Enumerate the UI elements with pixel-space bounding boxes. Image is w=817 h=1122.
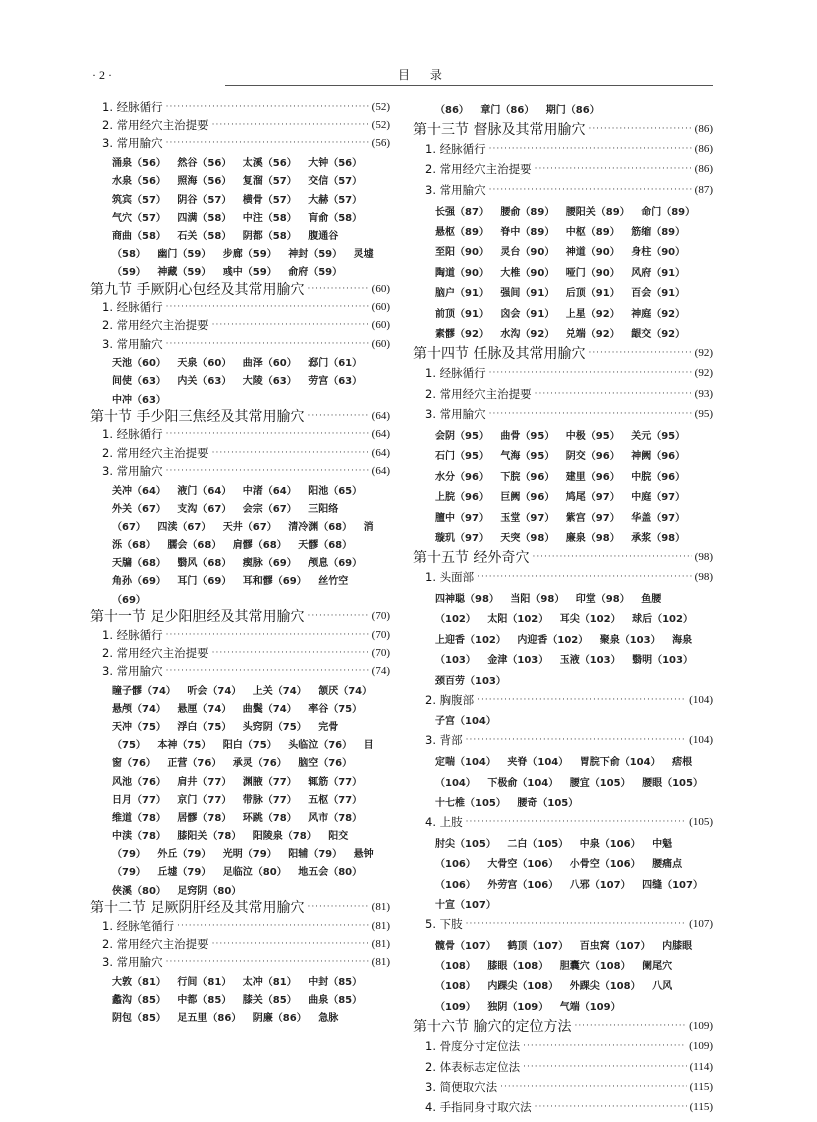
toc-entry xyxy=(90,116,390,134)
acupoint-list-line xyxy=(90,989,390,1007)
acupoint-list-line xyxy=(90,862,390,880)
toc-entry xyxy=(413,180,713,200)
dot-leader xyxy=(212,939,369,949)
acupoint-list-line xyxy=(413,832,713,852)
acupoint-list-text: 上迎香（102） 内迎香（102） 聚泉（103） 海泉 xyxy=(435,634,693,646)
acupoint-list-text: （58） 幽门（59） 步廊（59） 神封（59） 灵墟 xyxy=(112,249,374,261)
toc-page-number: (92) xyxy=(694,346,713,359)
dot-leader xyxy=(166,102,369,112)
toc-entry-title: 3. 常用腧穴 xyxy=(102,336,163,351)
acupoint-list-text: 涌泉（56） 然谷（56） 太溪（56） 大钟（56） xyxy=(112,158,363,170)
dot-leader xyxy=(212,648,369,658)
acupoint-list-text: （59） 神藏（59） 彧中（59） 俞府（59） xyxy=(112,267,343,279)
acupoint-list-text: （102） 太阳（102） 耳尖（102） 球后（102） xyxy=(435,614,693,626)
toc-page-number: (74) xyxy=(371,664,390,677)
acupoint-list-line xyxy=(413,975,713,995)
running-title: 目 录 xyxy=(398,68,450,82)
dot-leader xyxy=(166,138,369,148)
dot-leader xyxy=(307,284,368,294)
acupoint-list-line xyxy=(90,589,390,607)
acupoint-list-line xyxy=(90,389,390,407)
acupoint-list-line xyxy=(413,771,713,791)
toc-entry xyxy=(90,916,390,934)
acupoint-list-text: 大敦（81） 行间（81） 太冲（81） 中封（85） xyxy=(112,976,363,988)
acupoint-list-text: 泺（68） 臑会（68） 肩髎（68） 天髎（68） xyxy=(112,540,353,552)
dot-leader xyxy=(166,666,369,676)
acupoint-list-text: 间使（63） 内关（63） 大陵（63） 劳宫（63） xyxy=(112,376,363,388)
toc-page-number: (93) xyxy=(694,387,713,400)
dot-leader xyxy=(166,339,369,349)
dot-leader xyxy=(489,185,692,195)
toc-entry xyxy=(90,98,390,116)
acupoint-list-text: 外关（67） 支沟（67） 会宗（67） 三阳络 xyxy=(112,503,339,515)
acupoint-list-line xyxy=(90,753,390,771)
acupoint-list-line xyxy=(90,353,390,371)
acupoint-list-text: 悬枢（89） 脊中（89） 中枢（89） 筋缩（89） xyxy=(435,227,686,239)
toc-entry-title: 2. 常用经穴主治提要 xyxy=(102,445,209,460)
toc-entry xyxy=(413,812,713,832)
dot-leader xyxy=(535,164,692,174)
acupoint-list-line xyxy=(90,371,390,389)
acupoint-list-line xyxy=(413,261,713,281)
toc-entry-title: 2. 胸腹部 xyxy=(425,692,475,707)
toc-entry-title: 2. 常用经穴主治提要 xyxy=(425,162,532,177)
toc-entry xyxy=(90,134,390,152)
toc-entry-title: 4. 上肢 xyxy=(425,814,463,829)
toc-entry xyxy=(413,914,713,934)
toc-page-number: (86) xyxy=(694,122,713,135)
toc-right-column xyxy=(413,98,713,1118)
acupoint-list-line xyxy=(413,485,713,505)
acupoint-list-line xyxy=(413,200,713,220)
acupoint-list-line xyxy=(90,171,390,189)
acupoint-list-text: 陶道（90） 大椎（90） 哑门（90） 风府（91） xyxy=(435,267,686,279)
acupoint-list-line xyxy=(90,498,390,516)
dot-leader xyxy=(588,124,691,134)
acupoint-list-text: （79） 外丘（79） 光明（79） 阳辅（79） 悬钟 xyxy=(112,849,374,861)
toc-entry-title: 第十四节 任脉及其常用腧穴 xyxy=(413,345,586,362)
toc-page-number: (81) xyxy=(371,919,390,932)
acupoint-list-text: 肘尖（105） 二白（105） 中泉（106） 中魁 xyxy=(435,838,673,850)
acupoint-list-text: 角孙（69） 耳门（69） 耳和髎（69） 丝竹空 xyxy=(112,576,349,588)
acupoint-list-line xyxy=(413,791,713,811)
toc-entry-title: 3. 常用腧穴 xyxy=(425,407,486,422)
acupoint-list-line xyxy=(413,710,713,730)
toc-entry xyxy=(90,444,390,462)
acupoint-list-text: 子宫（104） xyxy=(435,716,496,728)
acupoint-list-line xyxy=(90,807,390,825)
dot-leader xyxy=(307,411,368,421)
toc-entry-title: 1. 经脉循行 xyxy=(425,141,486,156)
dot-leader xyxy=(477,572,692,582)
dot-leader xyxy=(535,1102,687,1112)
acupoint-list-line xyxy=(90,789,390,807)
toc-page-number: (104) xyxy=(689,693,713,706)
acupoint-list-line xyxy=(90,680,390,698)
acupoint-list-line xyxy=(413,322,713,342)
acupoint-list-line xyxy=(90,698,390,716)
toc-entry xyxy=(413,1036,713,1056)
acupoint-list-line xyxy=(413,995,713,1015)
acupoint-list-line xyxy=(90,771,390,789)
toc-page-number: (81) xyxy=(371,901,390,914)
acupoint-list-line xyxy=(90,1007,390,1025)
toc-entry xyxy=(90,334,390,352)
dot-leader xyxy=(489,409,692,419)
toc-entry xyxy=(90,298,390,316)
toc-entry-title: 1. 经脉笔循行 xyxy=(102,918,175,933)
toc-page-number: (81) xyxy=(371,955,390,968)
toc-section-heading xyxy=(413,343,713,363)
toc-entry xyxy=(90,935,390,953)
toc-page-number: (98) xyxy=(694,571,713,584)
toc-entry-title: 5. 下肢 xyxy=(425,916,463,931)
acupoint-list-line xyxy=(413,608,713,628)
acupoint-list-text: （79） 丘墟（79） 足临泣（80） 地五会（80） xyxy=(112,867,363,879)
toc-page-number: (60) xyxy=(371,301,390,314)
toc-entry-title: 第十节 手少阳三焦经及其常用腧穴 xyxy=(90,409,305,426)
toc-entry-title: 3. 常用腧穴 xyxy=(102,663,163,678)
acupoint-list-line xyxy=(413,506,713,526)
acupoint-list-text: 十七椎（105） 腰奇（105） xyxy=(435,797,579,809)
acupoint-list-text: 脑户（91） 强间（91） 后顶（91） 百会（91） xyxy=(435,288,686,300)
toc-page-number: (92) xyxy=(694,367,713,380)
toc-page-number: (64) xyxy=(371,446,390,459)
acupoint-list-text: （108） 膝眼（108） 胆囊穴（108） 阑尾穴 xyxy=(435,961,673,973)
acupoint-list-line xyxy=(90,535,390,553)
toc-entry xyxy=(413,567,713,587)
toc-page-number: (95) xyxy=(694,408,713,421)
dot-leader xyxy=(532,552,691,562)
toc-page-number: (60) xyxy=(371,319,390,332)
acupoint-list-text: 定喘（104） 夹脊（104） 胃脘下俞（104） 痞根 xyxy=(435,757,693,769)
dot-leader xyxy=(466,919,687,929)
dot-leader xyxy=(523,1062,686,1072)
toc-entry-title: 第十六节 腧穴的定位方法 xyxy=(413,1018,572,1035)
acupoint-list-text: 璇玑（97） 天突（98） 廉泉（98） 承浆（98） xyxy=(435,532,686,544)
acupoint-list-text: 上脘（96） 巨阙（96） 鸠尾（97） 中庭（97） xyxy=(435,492,686,504)
toc-entry xyxy=(413,689,713,709)
acupoint-list-text: 瞳子髎（74） 听会（74） 上关（74） 颔厌（74） xyxy=(112,685,373,697)
dot-leader xyxy=(477,695,686,705)
toc-entry xyxy=(90,644,390,662)
acupoint-list-text: 气穴（57） 四满（58） 中注（58） 肓俞（58） xyxy=(112,212,363,224)
acupoint-list-line xyxy=(413,241,713,261)
acupoint-list-line xyxy=(90,553,390,571)
acupoint-list-text: 侠溪（80） 足窍阴（80） xyxy=(112,885,242,897)
dot-leader xyxy=(212,448,369,458)
toc-entry-title: 3. 常用腧穴 xyxy=(102,954,163,969)
toc-entry xyxy=(413,383,713,403)
acupoint-list-line xyxy=(413,954,713,974)
acupoint-list-line xyxy=(413,526,713,546)
acupoint-list-line xyxy=(90,716,390,734)
acupoint-list-line xyxy=(413,934,713,954)
acupoint-list-text: 四神聪（98） 当阳（98） 印堂（98） 鱼腰 xyxy=(435,594,662,606)
toc-entry-title: 2. 常用经穴主治提要 xyxy=(425,386,532,401)
toc-page-number: (64) xyxy=(371,428,390,441)
acupoint-list-text: 前顶（91） 囟会（91） 上星（92） 神庭（92） xyxy=(435,308,686,320)
dot-leader xyxy=(307,902,368,912)
dot-leader xyxy=(166,429,369,439)
toc-page-number: (107) xyxy=(689,917,713,930)
acupoint-list-text: （106） 外劳宫（106） 八邪（107） 四缝（107） xyxy=(435,879,703,891)
toc-entry xyxy=(413,159,713,179)
acupoint-list-line xyxy=(413,628,713,648)
acupoint-list-line xyxy=(90,516,390,534)
dot-leader xyxy=(466,735,687,745)
acupoint-list-text: 至阳（90） 灵台（90） 神道（90） 身柱（90） xyxy=(435,247,686,259)
toc-entry xyxy=(413,1077,713,1097)
toc-page-number: (70) xyxy=(371,628,390,641)
acupoint-list-line xyxy=(90,571,390,589)
toc-page-number: (98) xyxy=(694,550,713,563)
toc-entry-title: 1. 经脉循行 xyxy=(102,427,163,442)
acupoint-list-line xyxy=(413,893,713,913)
acupoint-list-text: 石门（95） 气海（95） 阴交（96） 神阙（96） xyxy=(435,451,686,463)
toc-page-number: (114) xyxy=(689,1060,713,1073)
toc-section-heading xyxy=(90,898,390,916)
acupoint-list-text: 膻中（97） 玉堂（97） 紫宫（97） 华盖（97） xyxy=(435,512,686,524)
acupoint-list-line xyxy=(90,735,390,753)
acupoint-list-text: 长强（87） 腰俞（89） 腰阳关（89） 命门（89） xyxy=(435,206,696,218)
toc-page-number: (109) xyxy=(689,1019,713,1032)
toc-entry-title: 3. 常用腧穴 xyxy=(102,136,163,151)
dot-leader xyxy=(489,368,692,378)
dot-leader xyxy=(523,1041,686,1051)
acupoint-list-line xyxy=(413,852,713,872)
toc-entry xyxy=(90,462,390,480)
toc-entry xyxy=(413,363,713,383)
acupoint-list-text: （109） 独阴（109） 气端（109） xyxy=(435,1001,621,1013)
toc-entry-title: 1. 头面部 xyxy=(425,570,475,585)
dot-leader xyxy=(166,957,369,967)
toc-entry xyxy=(90,953,390,971)
toc-page-number: (105) xyxy=(689,815,713,828)
toc-entry-title: 1. 经脉循行 xyxy=(102,100,163,115)
acupoint-list-text: 会阴（95） 曲骨（95） 中极（95） 关元（95） xyxy=(435,430,686,442)
toc-left-column xyxy=(90,98,390,1026)
acupoint-list-line xyxy=(413,282,713,302)
toc-entry-title: 1. 骨度分寸定位法 xyxy=(425,1039,521,1054)
acupoint-list-line xyxy=(413,587,713,607)
toc-entry xyxy=(413,730,713,750)
acupoint-list-text: 风池（76） 肩井（77） 渊腋（77） 辄筋（77） xyxy=(112,776,363,788)
toc-entry-title: 2. 常用经穴主治提要 xyxy=(102,318,209,333)
toc-page-number: (60) xyxy=(371,337,390,350)
acupoint-list-line xyxy=(90,971,390,989)
acupoint-list-text: 十宣（107） xyxy=(435,899,496,911)
acupoint-list-line xyxy=(90,225,390,243)
acupoint-list-line xyxy=(413,751,713,771)
toc-entry xyxy=(413,1056,713,1076)
toc-page-number: (52) xyxy=(371,101,390,114)
acupoint-list-line xyxy=(413,424,713,444)
acupoint-list-text: （67） 四渎（67） 天井（67） 清冷渊（68） 消 xyxy=(112,521,374,533)
dot-leader xyxy=(489,144,692,154)
acupoint-list-text: 天池（60） 天泉（60） 曲泽（60） 郄门（61） xyxy=(112,358,363,370)
acupoint-list-text: 关冲（64） 液门（64） 中渚（64） 阳池（65） xyxy=(112,485,363,497)
acupoint-list-line xyxy=(413,669,713,689)
acupoint-list-line xyxy=(413,445,713,465)
toc-entry-title: 1. 经脉循行 xyxy=(425,366,486,381)
acupoint-list-text: 蠡沟（85） 中都（85） 膝关（85） 曲泉（85） xyxy=(112,994,363,1006)
toc-section-heading xyxy=(90,607,390,625)
acupoint-list-line xyxy=(90,480,390,498)
dot-leader xyxy=(588,348,691,358)
toc-entry-title: 2. 体表标志定位法 xyxy=(425,1059,521,1074)
toc-entry-title: 3. 常用腧穴 xyxy=(425,182,486,197)
acupoint-list-line xyxy=(90,880,390,898)
acupoint-list-text: 天牖（68） 翳风（68） 瘈脉（69） 颅息（69） xyxy=(112,558,363,570)
acupoint-list-line xyxy=(90,262,390,280)
toc-page-number: (52) xyxy=(371,119,390,132)
acupoint-list-text: 水分（96） 下脘（96） 建里（96） 中脘（96） xyxy=(435,471,686,483)
dot-leader xyxy=(166,630,369,640)
acupoint-list-text: （69） xyxy=(112,594,146,606)
toc-entry-title: 第十一节 足少阳胆经及其常用腧穴 xyxy=(90,609,305,626)
toc-entry-title: 2. 常用经穴主治提要 xyxy=(102,118,209,133)
toc-section-heading xyxy=(413,1016,713,1036)
toc-entry xyxy=(413,1097,713,1117)
dot-leader xyxy=(307,611,368,621)
acupoint-list-line xyxy=(413,649,713,669)
toc-page-number: (109) xyxy=(689,1040,713,1053)
page-number: · 2 · xyxy=(92,68,112,82)
acupoint-list-text: （86） 章门（86） 期门（86） xyxy=(435,104,600,116)
acupoint-list-line xyxy=(90,207,390,225)
toc-entry-title: 2. 常用经穴主治提要 xyxy=(102,936,209,951)
toc-page-number: (70) xyxy=(371,646,390,659)
acupoint-list-line xyxy=(413,302,713,322)
toc-entry-title: 第九节 手厥阴心包经及其常用腧穴 xyxy=(90,281,305,298)
acupoint-list-line xyxy=(413,220,713,240)
toc-entry xyxy=(90,316,390,334)
acupoint-list-text: 筑宾（57） 阴谷（57） 横骨（57） 大赫（57） xyxy=(112,194,363,206)
toc-entry-title: 1. 经脉循行 xyxy=(102,627,163,642)
toc-page-number: (64) xyxy=(371,410,390,423)
acupoint-list-text: 髋骨（107） 鹤顶（107） 百虫窝（107） 内膝眼 xyxy=(435,940,693,952)
acupoint-list-line xyxy=(90,844,390,862)
acupoint-list-text: 窗（76） 正营（76） 承灵（76） 脑空（76） xyxy=(112,758,353,770)
toc-page-number: (115) xyxy=(689,1101,713,1114)
acupoint-list-text: 水泉（56） 照海（56） 复溜（57） 交信（57） xyxy=(112,176,363,188)
acupoint-list-line xyxy=(413,873,713,893)
toc-entry-title: 第十三节 督脉及其常用腧穴 xyxy=(413,121,586,138)
acupoint-list-text: 维道（78） 居髎（78） 环跳（78） 风市（78） xyxy=(112,812,363,824)
dot-leader xyxy=(574,1021,686,1031)
toc-page-number: (115) xyxy=(689,1080,713,1093)
toc-entry-title: 1. 经脉循行 xyxy=(102,300,163,315)
dot-leader xyxy=(212,120,369,130)
acupoint-list-line xyxy=(413,465,713,485)
acupoint-list-line xyxy=(90,826,390,844)
toc-entry-title: 3. 常用腧穴 xyxy=(102,463,163,478)
acupoint-list-line xyxy=(90,189,390,207)
acupoint-list-text: 阴包（85） 足五里（86） 阴廉（86） 急脉 xyxy=(112,1012,339,1024)
toc-page-number: (56) xyxy=(371,137,390,150)
toc-page-number: (70) xyxy=(371,610,390,623)
acupoint-list-line xyxy=(413,98,713,118)
dot-leader xyxy=(500,1082,686,1092)
toc-entry-title: 3. 简便取穴法 xyxy=(425,1079,498,1094)
dot-leader xyxy=(166,302,369,312)
dot-leader xyxy=(212,320,369,330)
toc-entry xyxy=(90,425,390,443)
toc-entry-title: 2. 常用经穴主治提要 xyxy=(102,645,209,660)
toc-entry xyxy=(413,139,713,159)
toc-section-heading xyxy=(413,118,713,138)
toc-page-number: (87) xyxy=(694,183,713,196)
toc-entry-title: 第十二节 足厥阴肝经及其常用腧穴 xyxy=(90,900,305,917)
dot-leader xyxy=(466,817,687,827)
toc-page-number: (64) xyxy=(371,464,390,477)
acupoint-list-text: 日月（77） 京门（77） 带脉（77） 五枢（77） xyxy=(112,794,363,806)
acupoint-list-text: （108） 内踝尖（108） 外踝尖（108） 八风 xyxy=(435,981,673,993)
toc-entry xyxy=(413,404,713,424)
toc-page-number: (81) xyxy=(371,937,390,950)
toc-page-number: (60) xyxy=(371,282,390,295)
acupoint-list-text: 素髎（92） 水沟（92） 兑端（92） 龈交（92） xyxy=(435,328,686,340)
acupoint-list-text: （75） 本神（75） 阳白（75） 头临泣（76） 目 xyxy=(112,740,374,752)
toc-entry-title: 4. 手指同身寸取穴法 xyxy=(425,1100,532,1115)
toc-entry xyxy=(90,662,390,680)
dot-leader xyxy=(177,921,369,931)
acupoint-list-text: 悬颅（74） 悬厘（74） 曲鬓（74） 率谷（75） xyxy=(112,703,363,715)
toc-entry xyxy=(90,625,390,643)
toc-section-heading xyxy=(90,407,390,425)
dot-leader xyxy=(166,466,369,476)
toc-page-number: (104) xyxy=(689,734,713,747)
dot-leader xyxy=(535,389,692,399)
toc-section-heading xyxy=(90,280,390,298)
acupoint-list-text: 颈百劳（103） xyxy=(435,675,506,687)
toc-page-number: (86) xyxy=(694,142,713,155)
toc-page-number: (86) xyxy=(694,163,713,176)
acupoint-list-text: （103） 金津（103） 玉液（103） 翳明（103） xyxy=(435,655,693,667)
toc-entry-title: 3. 背部 xyxy=(425,733,463,748)
acupoint-list-text: 商曲（58） 石关（58） 阴都（58） 腹通谷 xyxy=(112,230,339,242)
toc-section-heading xyxy=(413,547,713,567)
acupoint-list-line xyxy=(90,153,390,171)
acupoint-list-line xyxy=(90,244,390,262)
toc-entry-title: 第十五节 经外奇穴 xyxy=(413,549,530,566)
acupoint-list-text: 中冲（63） xyxy=(112,394,166,406)
header-rule xyxy=(225,85,713,86)
acupoint-list-text: （104） 下极俞（104） 腰宜（105） 腰眼（105） xyxy=(435,777,703,789)
acupoint-list-text: 天冲（75） 浮白（75） 头窍阴（75） 完骨 xyxy=(112,721,339,733)
acupoint-list-text: 中渎（78） 膝阳关（78） 阳陵泉（78） 阳交 xyxy=(112,831,349,843)
acupoint-list-text: （106） 大骨空（106） 小骨空（106） 腰痛点 xyxy=(435,859,683,871)
